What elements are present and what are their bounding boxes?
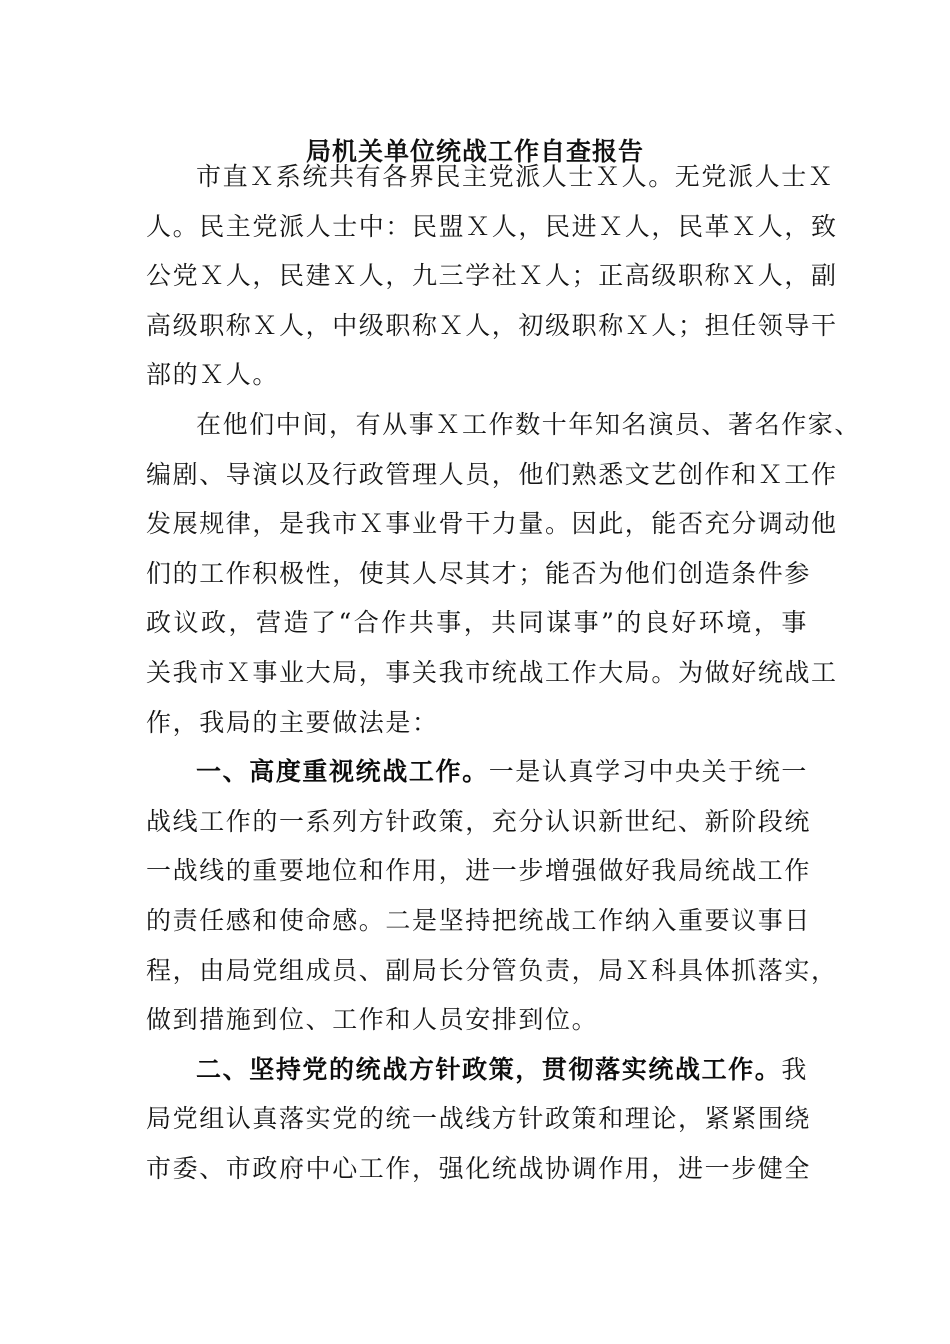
text-line	[146, 1045, 808, 1095]
text-line: 们的工作积极性，使其人尽其才；能否为他们创造条件参	[146, 558, 812, 588]
text-line: 一战线的重要地位和作用，进一步增强做好我局统战工作	[146, 856, 812, 886]
text-line: 公党Ｘ人，民建Ｘ人，九三学社Ｘ人；正高级职称Ｘ人，副	[146, 261, 838, 291]
section-heading: 二、坚持党的统战方针政策，贯彻落实统战工作。	[196, 1054, 782, 1084]
text-line: 的责任感和使命感。二是坚持把统战工作纳入重要议事日	[146, 905, 812, 935]
document-title: 局机关单位统战工作自查报告	[305, 137, 644, 166]
text-line: 市委、市政府中心工作，强化统战协调作用，进一步健全	[146, 1153, 812, 1183]
document-body	[146, 152, 862, 1193]
paragraph-1	[146, 152, 838, 400]
text-run: 一是认真学习中央关于统一	[488, 757, 808, 787]
paragraph-2	[146, 400, 862, 747]
text-line: 战线工作的一系列方针政策，充分认识新世纪、新阶段统	[146, 806, 812, 836]
text-line: 作，我局的主要做法是：	[146, 707, 439, 737]
text-line: 发展规律，是我市Ｘ事业骨干力量。因此，能否充分调动他	[146, 509, 838, 539]
text-line: 市直Ｘ系统共有各界民主党派人士Ｘ人。无党派人士Ｘ	[196, 162, 835, 191]
text-line: 关我市Ｘ事业大局，事关我市统战工作大局。为做好统战工	[146, 657, 838, 687]
text-line: 程，由局党组成员、副局长分管负责，局Ｘ科具体抓落实，	[146, 955, 838, 985]
text-line: 部的Ｘ人。	[146, 360, 280, 390]
paragraph-3	[146, 747, 838, 1045]
section-heading: 一、高度重视统战工作。	[196, 757, 489, 787]
text-line: 在他们中间，有从事Ｘ工作数十年知名演员、著名作家、	[196, 409, 862, 439]
text-line	[146, 747, 808, 797]
text-line: 政议政，营造了“合作共事，共同谋事”的良好环境，事	[146, 608, 808, 638]
text-line: 做到措施到位、工作和人员安排到位。	[146, 1005, 599, 1035]
text-line: 编剧、导演以及行政管理人员，他们熟悉文艺创作和Ｘ工作	[146, 459, 838, 489]
paragraph-4	[146, 1045, 812, 1194]
text-line: 人。民主党派人士中：民盟Ｘ人，民进Ｘ人，民革Ｘ人，致	[146, 211, 838, 241]
text-line: 高级职称Ｘ人，中级职称Ｘ人，初级职称Ｘ人；担任领导干	[146, 310, 838, 340]
text-line: 局党组认真落实党的统一战线方针政策和理论，紧紧围绕	[146, 1104, 812, 1134]
text-run: 我	[781, 1054, 808, 1084]
